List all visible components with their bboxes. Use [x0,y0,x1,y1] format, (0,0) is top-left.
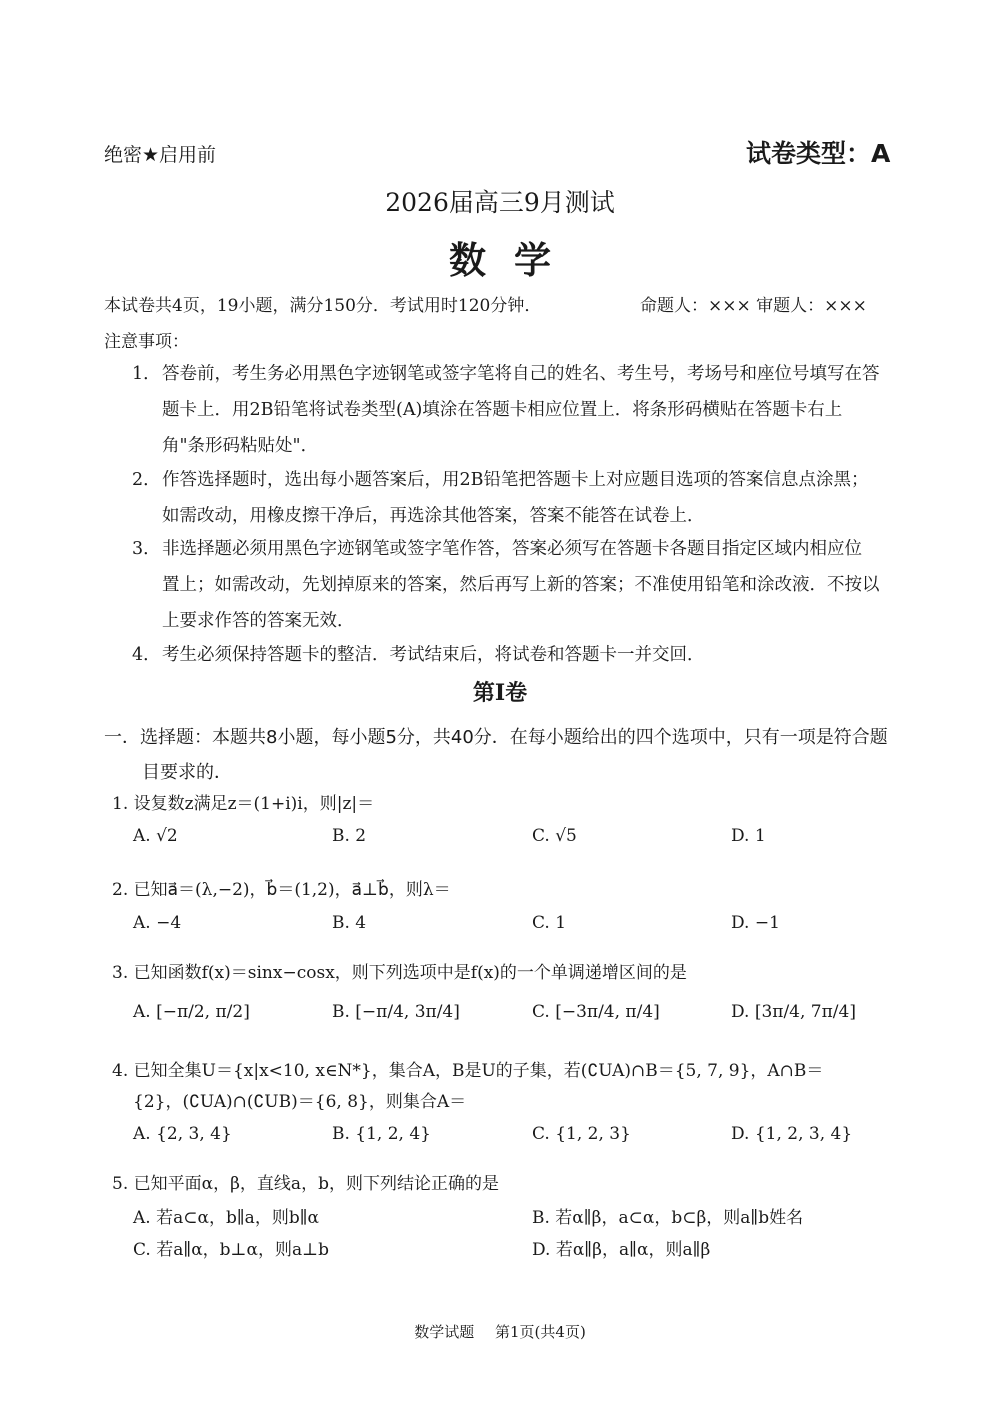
question-stem: 1. 设复数z满足z＝(1+i)i，则|z|＝ [112,794,375,814]
option-a: A. {2, 3, 4} [133,1124,232,1144]
question-stem: 3. 已知函数f(x)＝sinx−cosx，则下列选项中是f(x)的一个单调递增区间的是 [112,963,687,983]
note-line: 如需改动，用橡皮擦干净后，再选涂其他答案，答案不能答在试卷上． [162,506,705,526]
option-d: D. [3π/4, 7π/4] [731,1002,856,1022]
option-a: A. −4 [133,913,182,933]
option-c: C. 1 [532,913,567,933]
footer-page-number: 第1页(共4页) [495,1323,586,1341]
option-b: B. {1, 2, 4} [332,1124,431,1144]
paper-type: 试卷类型：A [746,139,891,168]
section-line: 目要求的． [142,762,232,783]
note-item [132,356,880,464]
volume-heading: 第Ⅰ卷 [472,680,528,706]
exam-title: 2026届高三9月测试 [385,188,615,217]
option-d: D. 若α∥β，a∥α，则a∥β [532,1240,711,1260]
note-line: 答卷前，考生务必用黑色字迹钢笔或签字笔将自己的姓名、考生号，考场号和座位号填写在答 [162,364,880,384]
option-c: C. {1, 2, 3} [532,1124,631,1144]
notes-title: 注意事项： [104,332,189,352]
question-stem: 5. 已知平面α，β，直线a，b，则下列结论正确的是 [112,1174,499,1194]
option-c: C. [−3π/4, π/4] [532,1002,660,1022]
note-item [132,637,705,673]
option-b: B. 2 [332,826,367,846]
confidential-label: 绝密★启用前 [104,144,217,166]
note-number: 4． [132,645,161,665]
note-item [132,531,880,639]
note-line: 非选择题必须用黑色字迹钢笔或签字笔作答，答案必须写在答题卡各题目指定区域内相应位 [162,539,862,559]
option-a: A. √2 [133,826,178,846]
option-b: B. 4 [332,913,367,933]
option-c: C. √5 [532,826,577,846]
note-item [132,462,869,534]
exam-info: 本试卷共4页，19小题，满分150分．考试用时120分钟． [104,296,542,316]
note-line: 置上；如需改动，先划掉原来的答案，然后再写上新的答案；不准使用铅笔和涂改液．不按以 [162,575,880,595]
note-line: 考生必须保持答题卡的整洁．考试结束后，将试卷和答题卡一并交回． [162,645,705,665]
note-number: 3． [132,539,161,559]
option-b: B. [−π/4, 3π/4] [332,1002,460,1022]
question-stem: 4. 已知全集U＝{x|x<10, x∈N*}，集合A，B是U的子集，若(∁UA)∩B＝{5, 7, 9}，A∩B＝ [112,1061,824,1081]
note-line: 角"条形码粘贴处"． [162,436,319,456]
option-c: C. 若a∥α，b⊥α，则a⊥b [133,1240,330,1260]
subject-title: 数学 [449,239,579,282]
page-footer [0,1321,1000,1342]
option-d: D. 1 [731,826,766,846]
note-line: 题卡上．用2B铅笔将试卷类型(A)填涂在答题卡相应位置上．将条形码横贴在答题卡右上 [162,400,843,420]
note-line: 作答选择题时，选出每小题答案后，用2B铅笔把答题卡上对应题目选项的答案信息点涂黑； [162,470,869,490]
section-heading [104,720,888,790]
note-number: 1． [132,364,161,384]
option-a: A. [−π/2, π/2] [133,1002,250,1022]
note-number: 2． [132,470,161,490]
question-stem-continued: {2}，(∁UA)∩(∁UB)＝{6, 8}，则集合A＝ [133,1092,467,1112]
option-b: B. 若α∥β，a⊂α，b⊂β，则a∥b姓名 [532,1208,804,1228]
option-a: A. 若a⊂α，b∥a，则b∥α [133,1208,320,1228]
question-stem: 2. 已知a⃗＝(λ,−2)，b⃗＝(1,2)，a⃗⊥b⃗，则λ＝ [112,880,451,900]
section-line: 一．选择题：本题共8小题，每小题5分，共40分．在每小题给出的四个选项中，只有一项是符合题 [104,727,888,748]
footer-subject: 数学试题 [414,1323,475,1341]
option-d: D. {1, 2, 3, 4} [731,1124,853,1144]
option-d: D. −1 [731,913,780,933]
exam-authors: 命题人：××× 审题人：××× [640,296,867,316]
note-line: 上要求作答的答案无效． [162,611,355,631]
